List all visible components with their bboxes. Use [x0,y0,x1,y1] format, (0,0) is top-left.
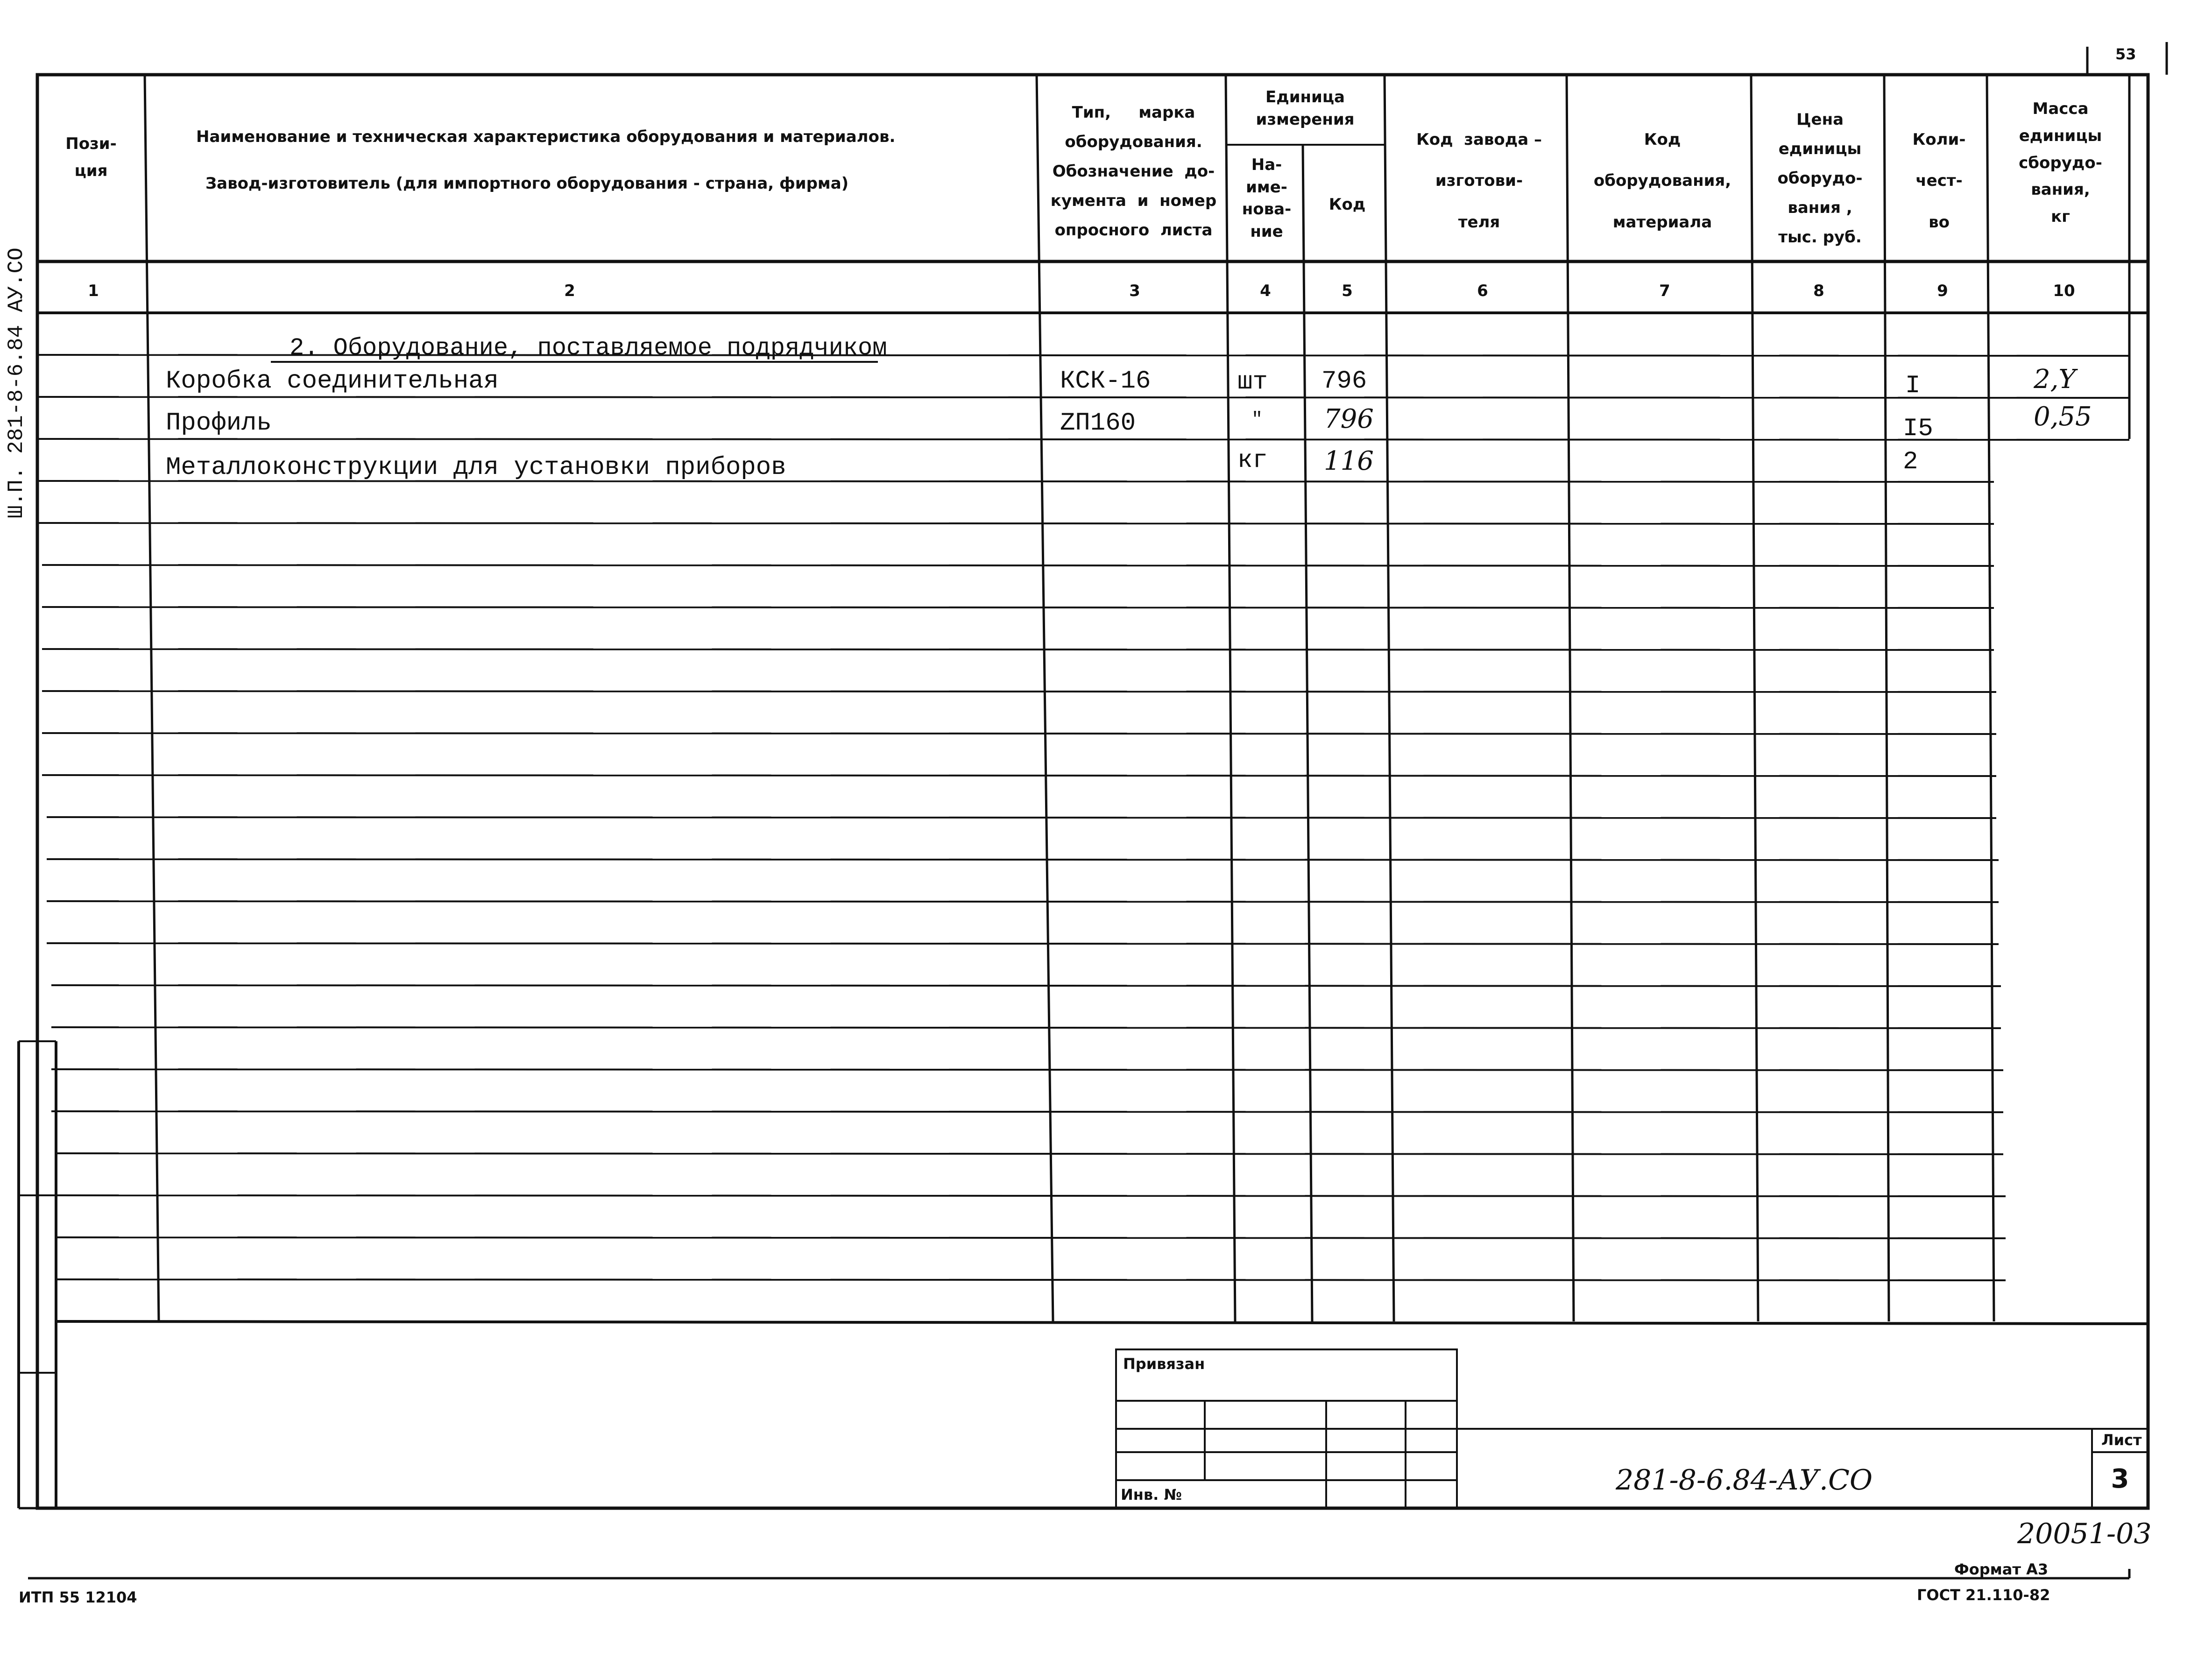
header-quantity: Коли- чест- во [1912,130,1966,232]
table-row-1-qty: I [1905,372,1921,400]
column-number-8: 8 [1813,282,1824,300]
header-mass: Масса единицы сборудо- вания, кг [2019,99,2102,226]
table-row-1-code: 796 [1322,367,1367,395]
column-number-3: 3 [1129,282,1140,300]
table-row-1-unit: шт [1237,368,1268,396]
column-number-4: 4 [1260,282,1271,300]
table-row-2-qty: I5 [1903,415,1933,443]
archive-number: 20051-03 [2017,1518,2152,1550]
table-row-2-mass: 0,55 [2034,402,2092,432]
column-number-10: 10 [2053,282,2075,300]
header-unit-code: Код [1329,195,1366,214]
column-number-1: 1 [88,282,99,300]
section-title: 2. Оборудование, поставляемое подрядчиком [290,334,887,362]
column-number-6: 6 [1477,282,1488,300]
itp-label: ИТП 55 12104 [19,1588,137,1606]
header-price: Цена единицы оборудо- вания , тыс. руб. [1777,110,1863,247]
sheet-label: Лист [2101,1431,2142,1449]
table-row-3-name: Металлоконструкции для установки приборов [166,453,786,482]
table-row-2-unit: " [1251,409,1263,431]
header-equip-code: Код оборудования, материала [1593,130,1731,232]
stamp-inventory-label: Инв. № [1121,1486,1182,1504]
format-label: Формат А3 [1954,1560,2049,1578]
column-number-2: 2 [564,282,575,300]
table-row-1-type: КСК-16 [1060,367,1151,395]
header-unit-group: Единица измерения [1256,88,1355,129]
table-row-3-unit: кг [1237,446,1268,475]
header-plant-code: Код завода – изготови- теля [1416,130,1542,232]
table-row-1-mass: 2,Y [2034,364,2076,395]
table-row-2-code: 796 [1324,404,1374,434]
corner-number: 53 [2115,45,2136,63]
header-name-line2: Завод-изготовитель (для импортного оборудования - страна, фирма) [205,174,849,193]
side-document-code: Ш.П. 281-8-6.84 АУ.СО [4,247,28,518]
table-row-2-name: Профиль [166,409,272,438]
header-name-line1: Наименование и техническая характеристика оборудования и материалов. [196,127,896,146]
table-row-2-type: ZП160 [1060,409,1136,438]
column-number-9: 9 [1937,282,1948,300]
document-code: 281-8-6.84-АУ.СО [1616,1464,1873,1497]
table-row-3-qty: 2 [1903,448,1918,476]
sheet-number: 3 [2111,1464,2129,1494]
header-unit-name: На- име- нова- ние [1242,155,1292,241]
column-number-5: 5 [1342,282,1353,300]
header-position: Пози- ция [65,134,117,180]
column-number-7: 7 [1659,282,1670,300]
stamp-linked-label: Привязан [1123,1355,1205,1373]
table-row-3-code: 116 [1324,446,1374,476]
table-row-1-name: Коробка соединительная [166,367,499,395]
header-type: Тип, марка оборудования. Обозначение до- кумента и номер опросного листа [1050,103,1217,240]
gost-label: ГОСТ 21.110-82 [1917,1586,2050,1604]
